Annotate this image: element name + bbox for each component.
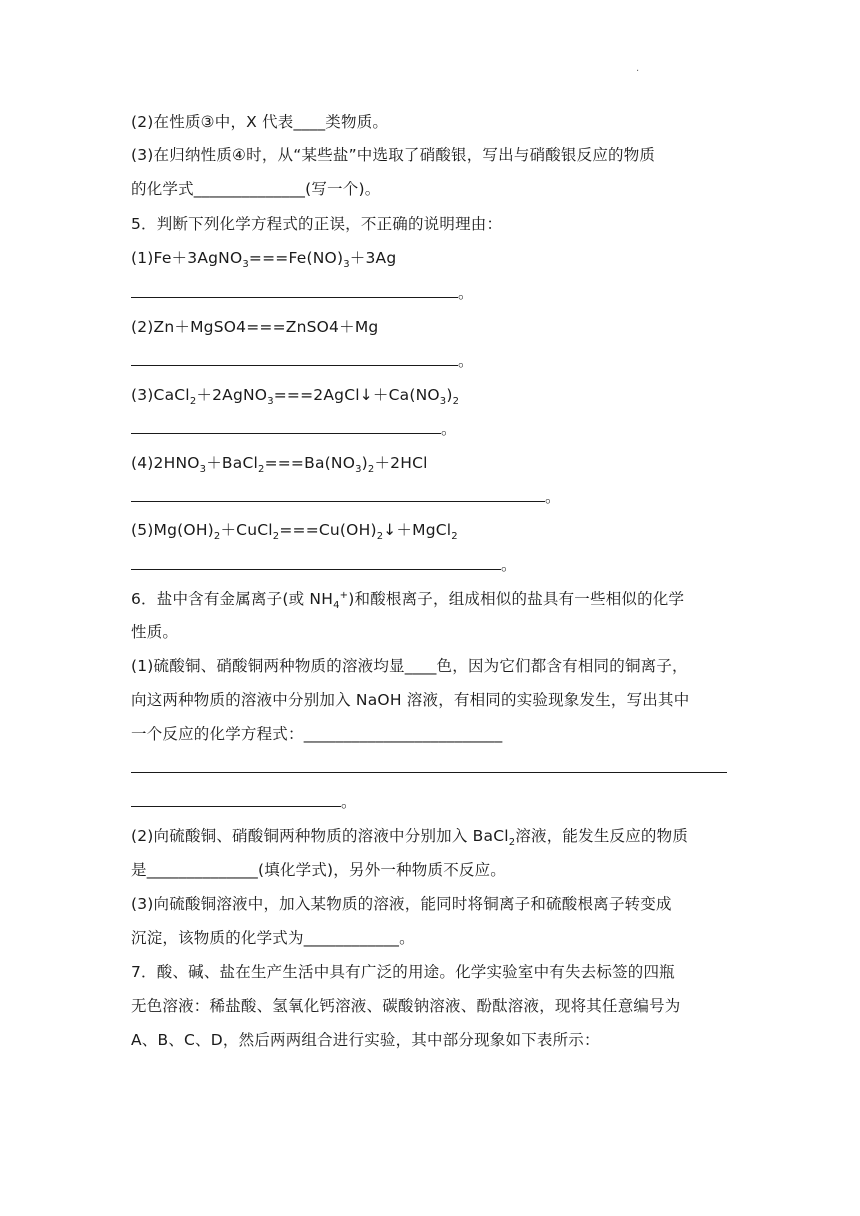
- question-5-eq-3: $(3)CaCl_2+2AgNO_3===2AgCl↓+Ca(NO_3)_2$: [131, 386, 460, 408]
- question-6-part-3-line-2: 沉淀，该物质的化学式为____________。: [131, 929, 415, 947]
- question-6-part-3-line-1: (3)向硫酸铜溶液中，加入某物质的溶液，能同时将铜离子和硫酸根离子转变成: [131, 895, 672, 913]
- question-4-part-2: (2)在性质③中，X 代表____类物质。: [131, 113, 389, 131]
- answer-line-5-1[interactable]: 。: [131, 282, 474, 304]
- answer-line-5-5[interactable]: 。: [131, 554, 517, 576]
- question-6-part-1-line-2: 向这两种物质的溶液中分别加入 NaOH 溶液，有相同的实验现象发生，写出其中: [131, 691, 690, 709]
- question-4-part-3-line-1: (3)在归纳性质④时，从“某些盐”中选取了硝酸银，写出与硝酸银反应的物质: [131, 146, 656, 164]
- answer-line-5-3[interactable]: 。: [131, 418, 457, 440]
- question-5-eq-1: $(1)Fe+3AgNO_3===Fe(NO)_3+3Ag$: [131, 249, 397, 271]
- question-6-stem-line-2: 性质。: [131, 623, 179, 641]
- question-6-part-1-line-3: 一个反应的化学方程式：_________________________: [131, 725, 503, 743]
- question-6-stem-line-1: 6．盐中含有金属离子(或 $NH_4^+$)和酸根离子，组成相似的盐具有一些相似的化学: [131, 589, 685, 612]
- question-7-line-3: A、B、C、D，然后两两组合进行实验，其中部分现象如下表所示：: [131, 1031, 600, 1049]
- question-5-eq-4: $(4)2HNO_3+BaCl_2===Ba(NO_3)_2+2HCl$: [131, 454, 428, 476]
- question-5-stem: 5．判断下列化学方程式的正误，不正确的说明理由：: [131, 215, 503, 233]
- answer-line-5-4[interactable]: 。: [131, 486, 561, 508]
- header-mark: ·: [636, 66, 640, 77]
- question-6-part-2-line-2: 是______________(填化学式)，另外一种物质不反应。: [131, 861, 506, 879]
- question-7-line-2: 无色溶液：稀盐酸、氢氧化钙溶液、碳酸钠溶液、酚酞溶液，现将其任意编号为: [131, 997, 681, 1015]
- question-4-part-3-line-2: 的化学式______________(写一个)。: [131, 180, 381, 198]
- question-5-eq-5: $(5)Mg(OH)_2+CuCl_2===Cu(OH)_2↓+MgCl_2$: [131, 521, 458, 543]
- answer-line-6-1a[interactable]: [131, 757, 727, 779]
- question-6-part-1-line-1: (1)硫酸铜、硝酸铜两种物质的溶液均显____色，因为它们都含有相同的铜离子，: [131, 657, 688, 675]
- question-6-part-2-line-1: (2)向硫酸铜、硝酸铜两种物质的溶液中分别加入 BaCl$_2$溶液，能发生反应的物质: [131, 827, 689, 849]
- answer-line-6-1b[interactable]: 。: [131, 791, 357, 813]
- question-5-eq-2: (2)Zn＋MgSO4===ZnSO4＋Mg: [131, 318, 379, 336]
- question-7-line-1: 7．酸、碱、盐在生产生活中具有广泛的用途。化学实验室中有失去标签的四瓶: [131, 963, 675, 981]
- answer-line-5-2[interactable]: 。: [131, 350, 474, 372]
